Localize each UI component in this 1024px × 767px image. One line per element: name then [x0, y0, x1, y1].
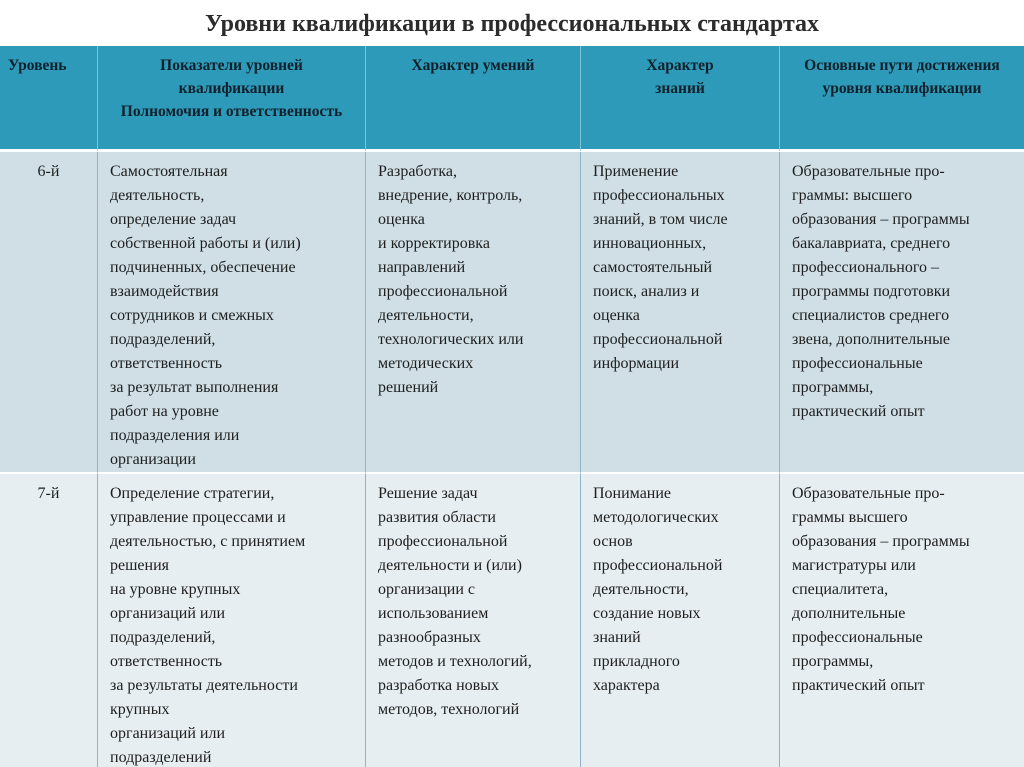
row-6-knowledge: Применение профессиональных знаний, в том числе инновационных, самостоятельный поиск, анализ и оценка профессиональной информации — [581, 152, 780, 474]
qualification-table — [0, 46, 1024, 767]
row-6-paths: Образовательные про- граммы: высшего образования – программы бакалавриата, среднего профессионального – программы подготовки специалистов среднего звена, дополнительные профессиональные программы, практический опыт — [780, 152, 1024, 474]
header-knowledge: Характер знаний — [581, 46, 780, 152]
header-level: Уровень — [0, 46, 98, 152]
header-skills: Характер умений — [366, 46, 581, 152]
row-7-skills: Решение задач развития области профессиональной деятельности и (или) организации с использованием разнообразных методов и технологий, разработка новых методов, технологий — [366, 474, 581, 767]
row-7-knowledge: Понимание методологических основ профессиональной деятельности, создание новых знаний прикладного характера — [581, 474, 780, 767]
page-title: Уровни квалификации в профессиональных стандартах — [204, 11, 820, 37]
row-7-level: 7-й — [0, 474, 98, 767]
header-authority: Показатели уровней квалификации Полномочия и ответственность — [98, 46, 366, 152]
row-7-paths: Образовательные про- граммы высшего образования – программы магистратуры или специалитета, дополнительные профессиональные программы, практический опыт — [780, 474, 1024, 767]
row-7-authority: Определение стратегии, управление процессами и деятельностью, с принятием решения на уровне крупных организаций или подразделений, ответственность за результаты деятельности крупных организаций или подразделений — [98, 474, 366, 767]
row-6-authority: Самостоятельная деятельность, определение задач собственной работы и (или) подчиненных, обеспечение взаимодействия сотрудников и смежных подразделений, ответственность за результат выполнения работ на уровне подразделения или организации — [98, 152, 366, 474]
row-6-skills: Разработка, внедрение, контроль, оценка и корректировка направлений профессиональной деятельности, технологических или методических решений — [366, 152, 581, 474]
row-6-level: 6-й — [0, 152, 98, 474]
header-paths: Основные пути достижения уровня квалификации — [780, 46, 1024, 152]
